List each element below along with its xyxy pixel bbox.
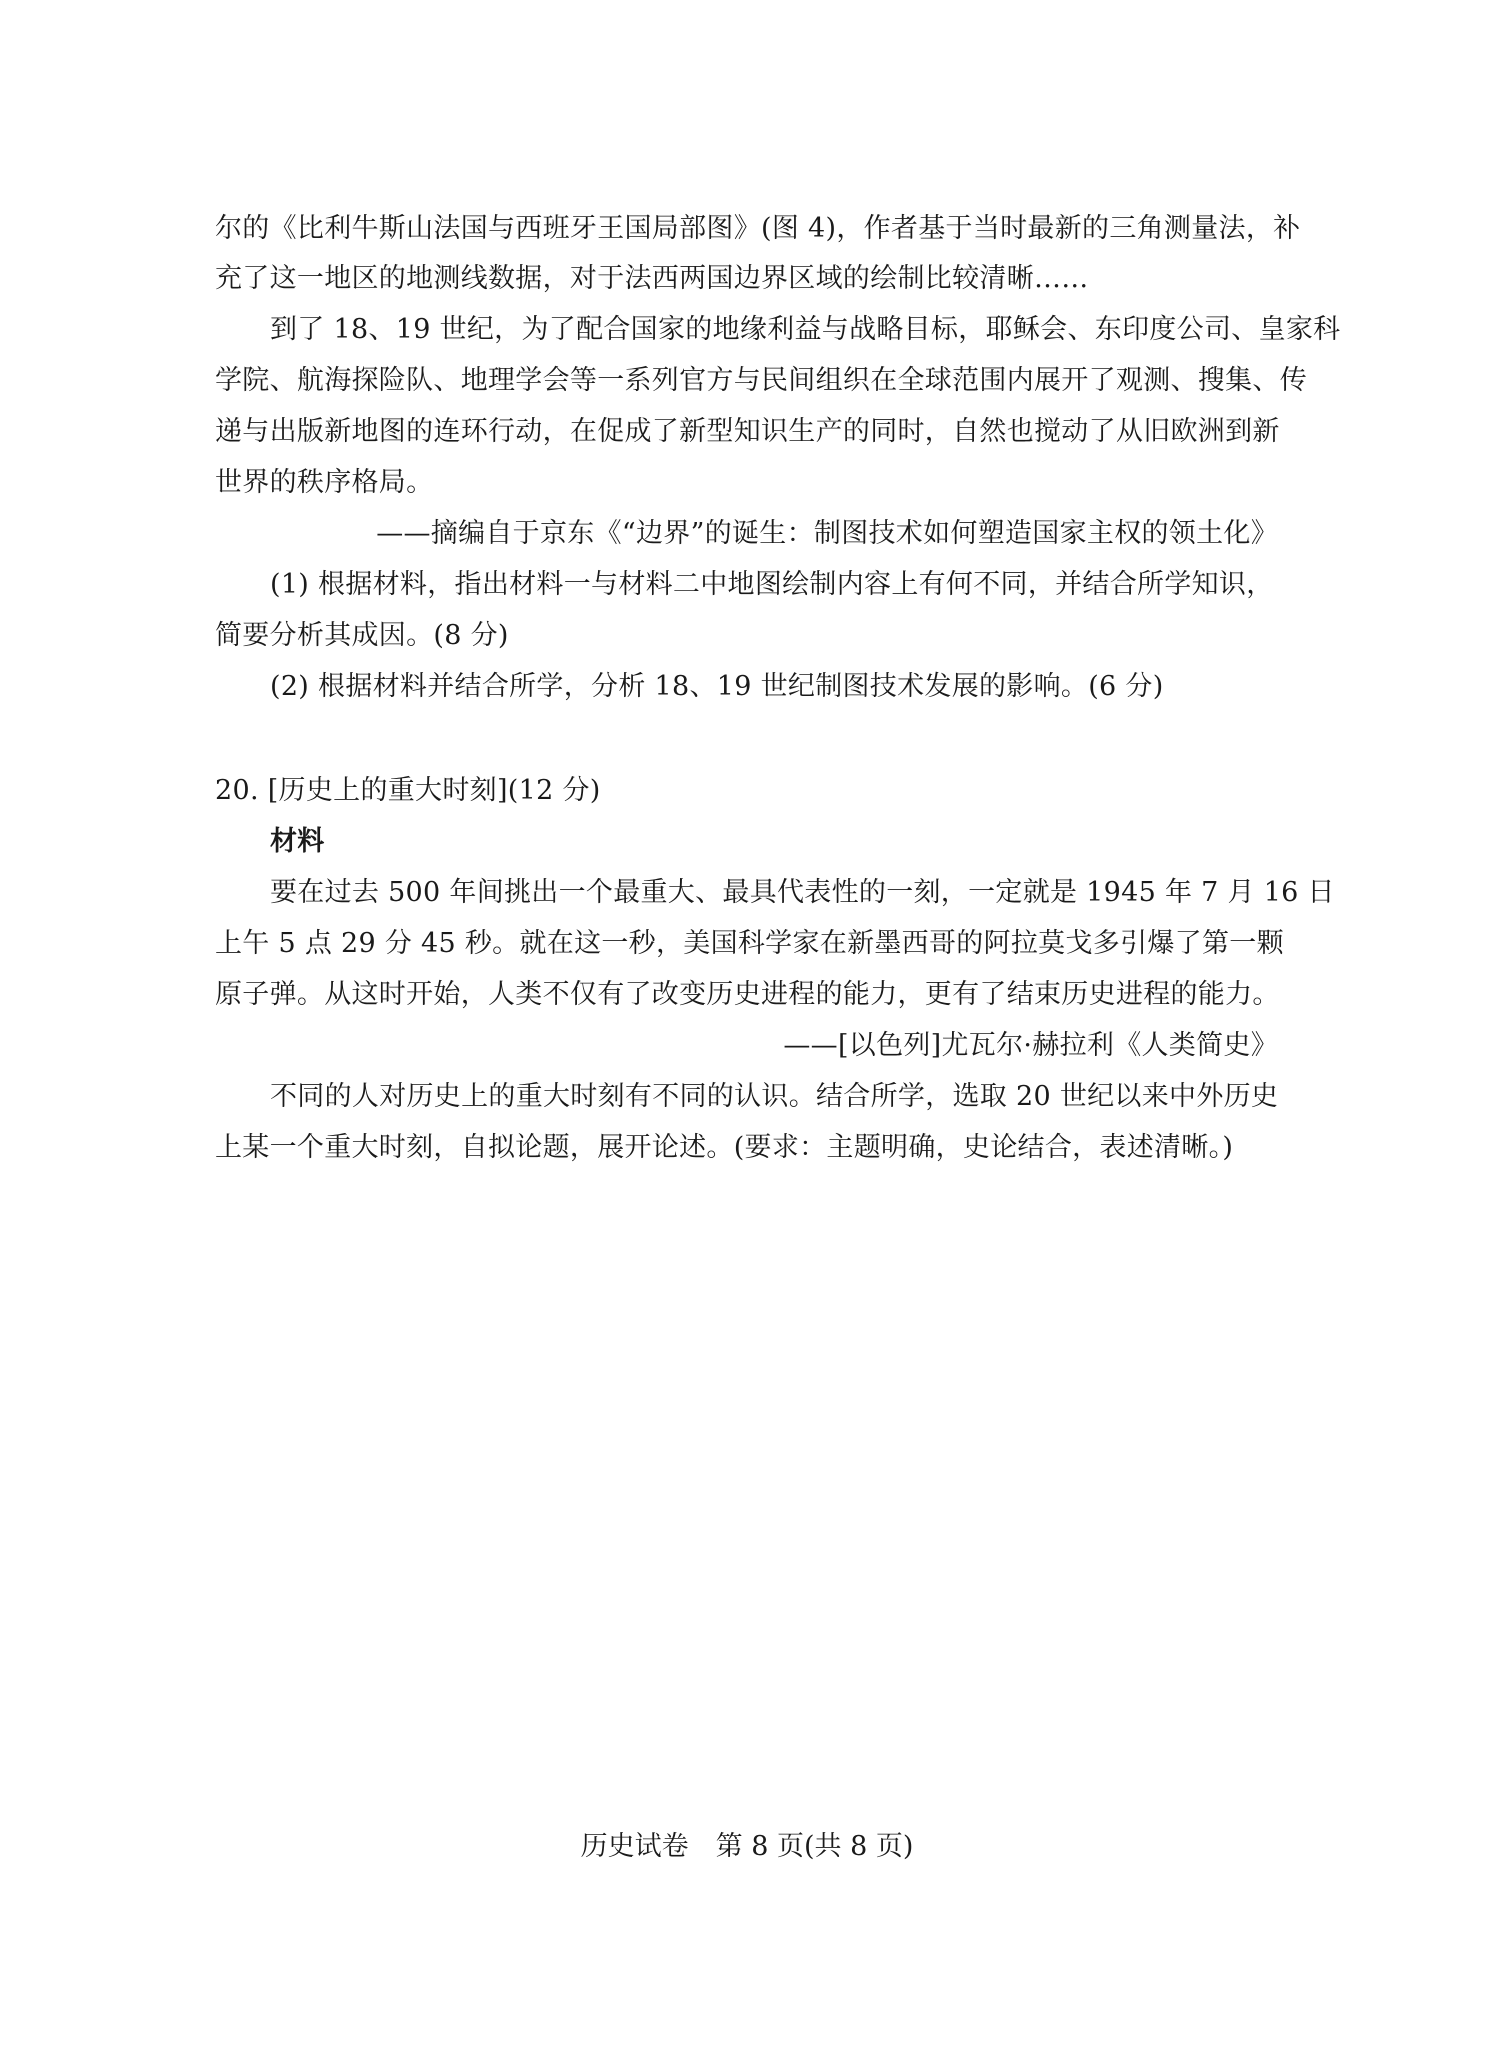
page-footer: 历史试卷 第 8 页(共 8 页)	[580, 1831, 914, 1862]
q19-para2-line4: 世界的秩序格局。	[215, 467, 434, 498]
q19-source: ——摘编自于京东《“边界”的诞生：制图技术如何塑造国家主权的领土化》	[376, 518, 1278, 549]
q20-material-label: 材料	[270, 826, 325, 857]
q19-sub1-line2: 简要分析其成因。(8 分)	[215, 620, 509, 651]
q20-material-line1: 要在过去 500 年间挑出一个最重大、最具代表性的一刻，一定就是 1945 年 7 月 16 日	[270, 877, 1335, 908]
q19-para1-line2: 充了这一地区的地测线数据，对于法西两国边界区域的绘制比较清晰……	[215, 263, 1089, 294]
q19-sub1-line1: (1) 根据材料，指出材料一与材料二中地图绘制内容上有何不同，并结合所学知识，	[270, 569, 1274, 600]
q20-task-line1: 不同的人对历史上的重大时刻有不同的认识。结合所学，选取 20 世纪以来中外历史	[270, 1081, 1279, 1112]
q19-para2-line1: 到了 18、19 世纪，为了配合国家的地缘利益与战略目标，耶稣会、东印度公司、皇家科	[270, 314, 1341, 345]
q20-material-line3: 原子弹。从这时开始，人类不仅有了改变历史进程的能力，更有了结束历史进程的能力。	[215, 979, 1280, 1010]
q20-material-line2: 上午 5 点 29 分 45 秒。就在这一秒，美国科学家在新墨西哥的阿拉莫戈多引爆了第一颗	[215, 928, 1284, 959]
q19-para2-line3: 递与出版新地图的连环行动，在促成了新型知识生产的同时，自然也搅动了从旧欧洲到新	[215, 416, 1280, 447]
q20-task-line2: 上某一个重大时刻，自拟论题，展开论述。(要求：主题明确，史论结合，表述清晰。)	[215, 1132, 1234, 1163]
q19-para1-line1: 尔的《比利牛斯山法国与西班牙王国局部图》(图 4)，作者基于当时最新的三角测量法，补	[215, 213, 1301, 244]
q19-sub2: (2) 根据材料并结合所学，分析 18、19 世纪制图技术发展的影响。(6 分)	[270, 671, 1164, 702]
q20-source: ——[以色列]尤瓦尔·赫拉利《人类简史》	[783, 1030, 1278, 1061]
q19-para2-line2: 学院、航海探险队、地理学会等一系列官方与民间组织在全球范围内展开了观测、搜集、传	[215, 365, 1307, 396]
q20-title: 20. [历史上的重大时刻](12 分)	[215, 775, 601, 806]
